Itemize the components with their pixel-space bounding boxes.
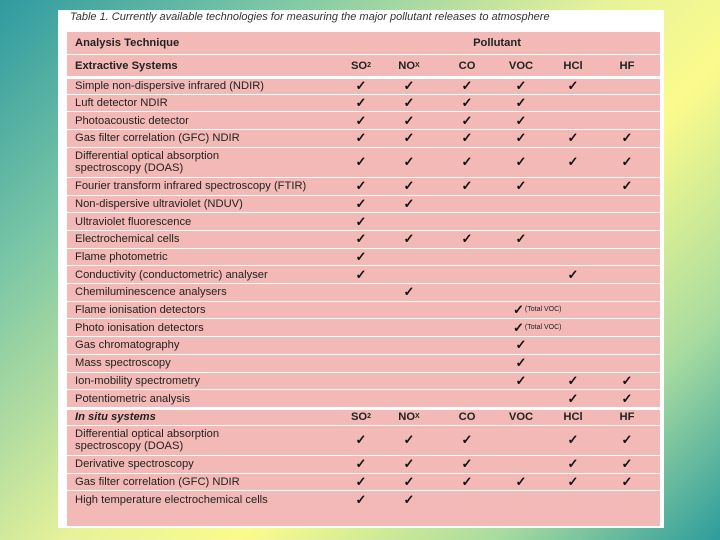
- check-mark-icon: ✓: [513, 319, 524, 335]
- pollutant-cell: [445, 456, 489, 473]
- check-mark-icon: ✓: [461, 178, 473, 194]
- check-mark-icon: ✓: [461, 154, 473, 170]
- technique-name: Gas filter correlation (GFC) NDIR: [75, 132, 240, 145]
- document-page: [58, 10, 664, 528]
- check-mark-icon: ✓: [403, 154, 415, 170]
- check-mark-icon: ✓: [567, 372, 579, 388]
- column-header-label: CO: [458, 59, 476, 72]
- check-mark-icon: ✓: [515, 473, 527, 489]
- pollutant-cell: [551, 148, 595, 177]
- pollutant-cell: [339, 95, 383, 112]
- table-row: [67, 195, 660, 213]
- table-row: [67, 54, 660, 76]
- check-mark-icon: ✓: [355, 491, 367, 507]
- check-mark-icon: ✓: [461, 473, 473, 489]
- pollutant-cell: [605, 426, 649, 455]
- pollutant-cell: [339, 491, 383, 508]
- pollutant-cell: [605, 130, 649, 147]
- pollutant-cell: [499, 373, 543, 390]
- check-mark-icon: ✓: [515, 78, 527, 94]
- pollutant-cell: [387, 474, 431, 491]
- total-voc-note: (Total VOC): [524, 306, 562, 314]
- technique-name: Ion-mobility spectrometry: [75, 374, 200, 387]
- technique-name: Simple non-dispersive infrared (NDIR): [75, 80, 265, 93]
- pollutant-cell: [499, 130, 543, 147]
- table-row: [67, 248, 660, 266]
- check-mark-icon: ✓: [355, 195, 367, 211]
- technique-name: Flame photometric: [75, 250, 168, 263]
- pollutant-cell: [387, 196, 431, 213]
- pollutant-cell: [551, 390, 595, 407]
- column-header-label: HCl: [563, 411, 583, 424]
- check-mark-icon: ✓: [515, 372, 527, 388]
- table-row: [67, 94, 660, 112]
- table-row: [67, 301, 660, 319]
- check-mark-icon: ✓: [403, 456, 415, 472]
- pollutant-cell: [339, 231, 383, 248]
- technique-name: Conductivity (conductometric) analyser: [75, 268, 268, 281]
- pollutant-cell: [499, 337, 543, 354]
- column-header: [387, 410, 431, 425]
- check-mark-icon: ✓: [515, 355, 527, 371]
- table-row: [67, 389, 660, 407]
- check-mark-icon: ✓: [461, 78, 473, 94]
- check-mark-icon: ✓: [355, 154, 367, 170]
- table-row: [67, 111, 660, 129]
- check-mark-icon: ✓: [621, 390, 633, 406]
- column-header-subscript: X: [415, 413, 420, 421]
- column-header: [605, 410, 649, 425]
- pollutant-cell: [445, 112, 489, 129]
- check-mark-icon: ✓: [355, 248, 367, 264]
- check-mark-icon: ✓: [355, 78, 367, 94]
- check-mark-icon: ✓: [355, 95, 367, 111]
- check-mark-icon: ✓: [567, 78, 579, 94]
- pollutant-cell: [339, 474, 383, 491]
- table-row: [67, 177, 660, 195]
- column-header-label: HF: [619, 59, 635, 72]
- table-row: [67, 407, 660, 425]
- check-mark-icon: ✓: [355, 231, 367, 247]
- technique-name: Ultraviolet fluorescence: [75, 215, 192, 228]
- check-mark-icon: ✓: [403, 178, 415, 194]
- check-mark-icon: ✓: [515, 154, 527, 170]
- pollutant-cell: [387, 79, 431, 94]
- check-mark-icon: ✓: [355, 456, 367, 472]
- pollutant-cell: [387, 426, 431, 455]
- pollutant-cell: [339, 266, 383, 283]
- table-row: [67, 318, 660, 336]
- section-title: Extractive Systems: [75, 59, 178, 72]
- column-header-label: VOC: [508, 59, 534, 72]
- pollutant-cell: [339, 130, 383, 147]
- table-caption: Table 1. Currently available technologies for measuring the major pollutant releases to atmosphere: [70, 11, 550, 23]
- column-header: [605, 55, 649, 76]
- check-mark-icon: ✓: [461, 231, 473, 247]
- table-row: [67, 473, 660, 491]
- column-header-subscript: X: [415, 61, 420, 69]
- technique-name: Photoacoustic detector: [75, 114, 189, 127]
- check-mark-icon: ✓: [403, 473, 415, 489]
- pollutant-cell: [387, 491, 431, 508]
- pollutant-cell: [387, 95, 431, 112]
- pollutant-cell: [445, 95, 489, 112]
- pollutant-cell: [445, 148, 489, 177]
- column-header-label: NO: [398, 411, 416, 424]
- pollutant-cell: [387, 284, 431, 301]
- check-mark-icon: ✓: [461, 130, 473, 146]
- check-mark-icon: ✓: [515, 231, 527, 247]
- technique-name: Differential optical absorption spectroscopy (DOAS): [75, 428, 220, 453]
- check-mark-icon: ✓: [621, 372, 633, 388]
- table-row: [67, 129, 660, 147]
- table-row: [67, 283, 660, 301]
- pollutant-cell: [387, 130, 431, 147]
- pollutant-cell: [499, 355, 543, 372]
- pollutant-cell: [499, 148, 543, 177]
- pollutant-cell: [339, 79, 383, 94]
- pollutant-cell: [339, 148, 383, 177]
- column-header-label: CO: [458, 411, 476, 424]
- pollutant-cell: [551, 456, 595, 473]
- check-mark-icon: ✓: [403, 95, 415, 111]
- pollutant-cell: [551, 79, 595, 94]
- pollutant-cell: [605, 178, 649, 195]
- pollutant-cell: [551, 474, 595, 491]
- check-mark-icon: ✓: [515, 130, 527, 146]
- table-row: [67, 354, 660, 372]
- table-row: [67, 265, 660, 283]
- table-row: [67, 425, 660, 455]
- pollutant-cell: [339, 456, 383, 473]
- pollutant-cell: [445, 130, 489, 147]
- column-header: [387, 55, 431, 76]
- column-header-subscript: 2: [367, 413, 372, 421]
- pollutant-cell: [339, 213, 383, 230]
- check-mark-icon: ✓: [355, 473, 367, 489]
- check-mark-icon: ✓: [403, 112, 415, 128]
- pollutant-cell: [605, 148, 649, 177]
- column-header-label: SO: [350, 411, 368, 424]
- check-mark-icon: ✓: [567, 473, 579, 489]
- analysis-technique-header: Analysis Technique: [75, 37, 180, 49]
- check-mark-icon: ✓: [567, 130, 579, 146]
- check-mark-icon: ✓: [403, 491, 415, 507]
- check-mark-icon: ✓: [403, 195, 415, 211]
- column-header: [339, 410, 383, 425]
- pollutant-cell: [339, 426, 383, 455]
- check-mark-icon: ✓: [355, 213, 367, 229]
- pollutant-cell: [387, 148, 431, 177]
- technique-name: Chemiluminescence analysers: [75, 286, 227, 299]
- technique-name: Derivative spectroscopy: [75, 458, 194, 471]
- column-header-label: HCl: [563, 59, 583, 72]
- pollutant-cell: [387, 456, 431, 473]
- pollutant-cell: [499, 319, 603, 336]
- pollutant-cell: [339, 112, 383, 129]
- technique-name: Gas filter correlation (GFC) NDIR: [75, 475, 240, 488]
- check-mark-icon: ✓: [403, 231, 415, 247]
- pollutant-cell: [605, 390, 649, 407]
- section-title: In situ systems: [75, 411, 156, 424]
- pollutant-cell: [387, 178, 431, 195]
- pollutant-cell: [605, 474, 649, 491]
- pollutant-cell: [445, 79, 489, 94]
- check-mark-icon: ✓: [513, 302, 524, 318]
- table-row: [67, 32, 660, 54]
- table-row: [67, 212, 660, 230]
- pollutant-cell: [499, 231, 543, 248]
- pollutant-cell: [551, 426, 595, 455]
- check-mark-icon: ✓: [515, 112, 527, 128]
- column-header: [551, 55, 595, 76]
- check-mark-icon: ✓: [355, 112, 367, 128]
- check-mark-icon: ✓: [515, 95, 527, 111]
- check-mark-icon: ✓: [621, 130, 633, 146]
- technique-name: Electrochemical cells: [75, 233, 180, 246]
- column-header: [445, 55, 489, 76]
- column-header-label: NO: [398, 59, 416, 72]
- check-mark-icon: ✓: [403, 284, 415, 300]
- column-header: [499, 410, 543, 425]
- check-mark-icon: ✓: [621, 178, 633, 194]
- check-mark-icon: ✓: [403, 432, 415, 448]
- technique-name: Non-dispersive ultraviolet (NDUV): [75, 197, 243, 210]
- check-mark-icon: ✓: [355, 266, 367, 282]
- technique-name: Fourier transform infrared spectroscopy (FTIR): [75, 180, 307, 193]
- technique-name: Gas chromatography: [75, 339, 180, 352]
- table-row: [67, 76, 660, 94]
- check-mark-icon: ✓: [403, 130, 415, 146]
- pollutant-cell: [605, 456, 649, 473]
- check-mark-icon: ✓: [355, 130, 367, 146]
- table-row: [67, 372, 660, 390]
- check-mark-icon: ✓: [403, 78, 415, 94]
- pollutant-cell: [499, 302, 603, 319]
- pollutant-cell: [445, 426, 489, 455]
- check-mark-icon: ✓: [567, 390, 579, 406]
- pollutant-cell: [605, 373, 649, 390]
- total-voc-note: (Total VOC): [524, 323, 562, 331]
- pollutant-cell: [387, 231, 431, 248]
- check-mark-icon: ✓: [515, 178, 527, 194]
- check-mark-icon: ✓: [567, 456, 579, 472]
- check-mark-icon: ✓: [461, 95, 473, 111]
- table-row: [67, 147, 660, 177]
- pollutant-cell: [499, 95, 543, 112]
- technique-name: Photo ionisation detectors: [75, 321, 204, 334]
- check-mark-icon: ✓: [621, 456, 633, 472]
- pollutant-cell: [499, 112, 543, 129]
- check-mark-icon: ✓: [461, 432, 473, 448]
- check-mark-icon: ✓: [567, 266, 579, 282]
- pollutant-cell: [499, 79, 543, 94]
- pollutant-cell: [551, 373, 595, 390]
- column-header-label: SO: [350, 59, 368, 72]
- technique-name: Potentiometric analysis: [75, 392, 191, 405]
- check-mark-icon: ✓: [621, 154, 633, 170]
- check-mark-icon: ✓: [621, 473, 633, 489]
- column-header: [551, 410, 595, 425]
- check-mark-icon: ✓: [621, 432, 633, 448]
- table-row: [67, 230, 660, 248]
- pollutant-cell: [499, 178, 543, 195]
- column-header-subscript: 2: [367, 61, 372, 69]
- check-mark-icon: ✓: [355, 178, 367, 194]
- pollutant-cell: [445, 231, 489, 248]
- technique-name: Mass spectroscopy: [75, 357, 171, 370]
- pollutant-header: Pollutant: [473, 37, 521, 49]
- table-row: [67, 336, 660, 354]
- pollutant-cell: [445, 178, 489, 195]
- table-row: [67, 455, 660, 473]
- check-mark-icon: ✓: [515, 337, 527, 353]
- check-mark-icon: ✓: [567, 154, 579, 170]
- pollutant-cell: [339, 196, 383, 213]
- column-header: [445, 410, 489, 425]
- pollutant-cell: [445, 474, 489, 491]
- pollutant-cell: [387, 112, 431, 129]
- check-mark-icon: ✓: [461, 456, 473, 472]
- table-row: [67, 490, 660, 508]
- pollutant-technology-table: [67, 32, 660, 526]
- pollutant-cell: [339, 178, 383, 195]
- pollutant-cell: [499, 474, 543, 491]
- column-header-label: VOC: [508, 411, 534, 424]
- technique-name: High temperature electrochemical cells: [75, 493, 268, 506]
- pollutant-cell: [551, 266, 595, 283]
- pollutant-cell: [551, 130, 595, 147]
- pollutant-cell: [339, 249, 383, 266]
- column-header: [499, 55, 543, 76]
- check-mark-icon: ✓: [355, 432, 367, 448]
- technique-name: Differential optical absorption spectroscopy (DOAS): [75, 150, 220, 175]
- check-mark-icon: ✓: [461, 112, 473, 128]
- column-header: [339, 55, 383, 76]
- technique-name: Luft detector NDIR: [75, 97, 168, 110]
- column-header-label: HF: [619, 411, 635, 424]
- technique-name: Flame ionisation detectors: [75, 304, 206, 317]
- check-mark-icon: ✓: [567, 432, 579, 448]
